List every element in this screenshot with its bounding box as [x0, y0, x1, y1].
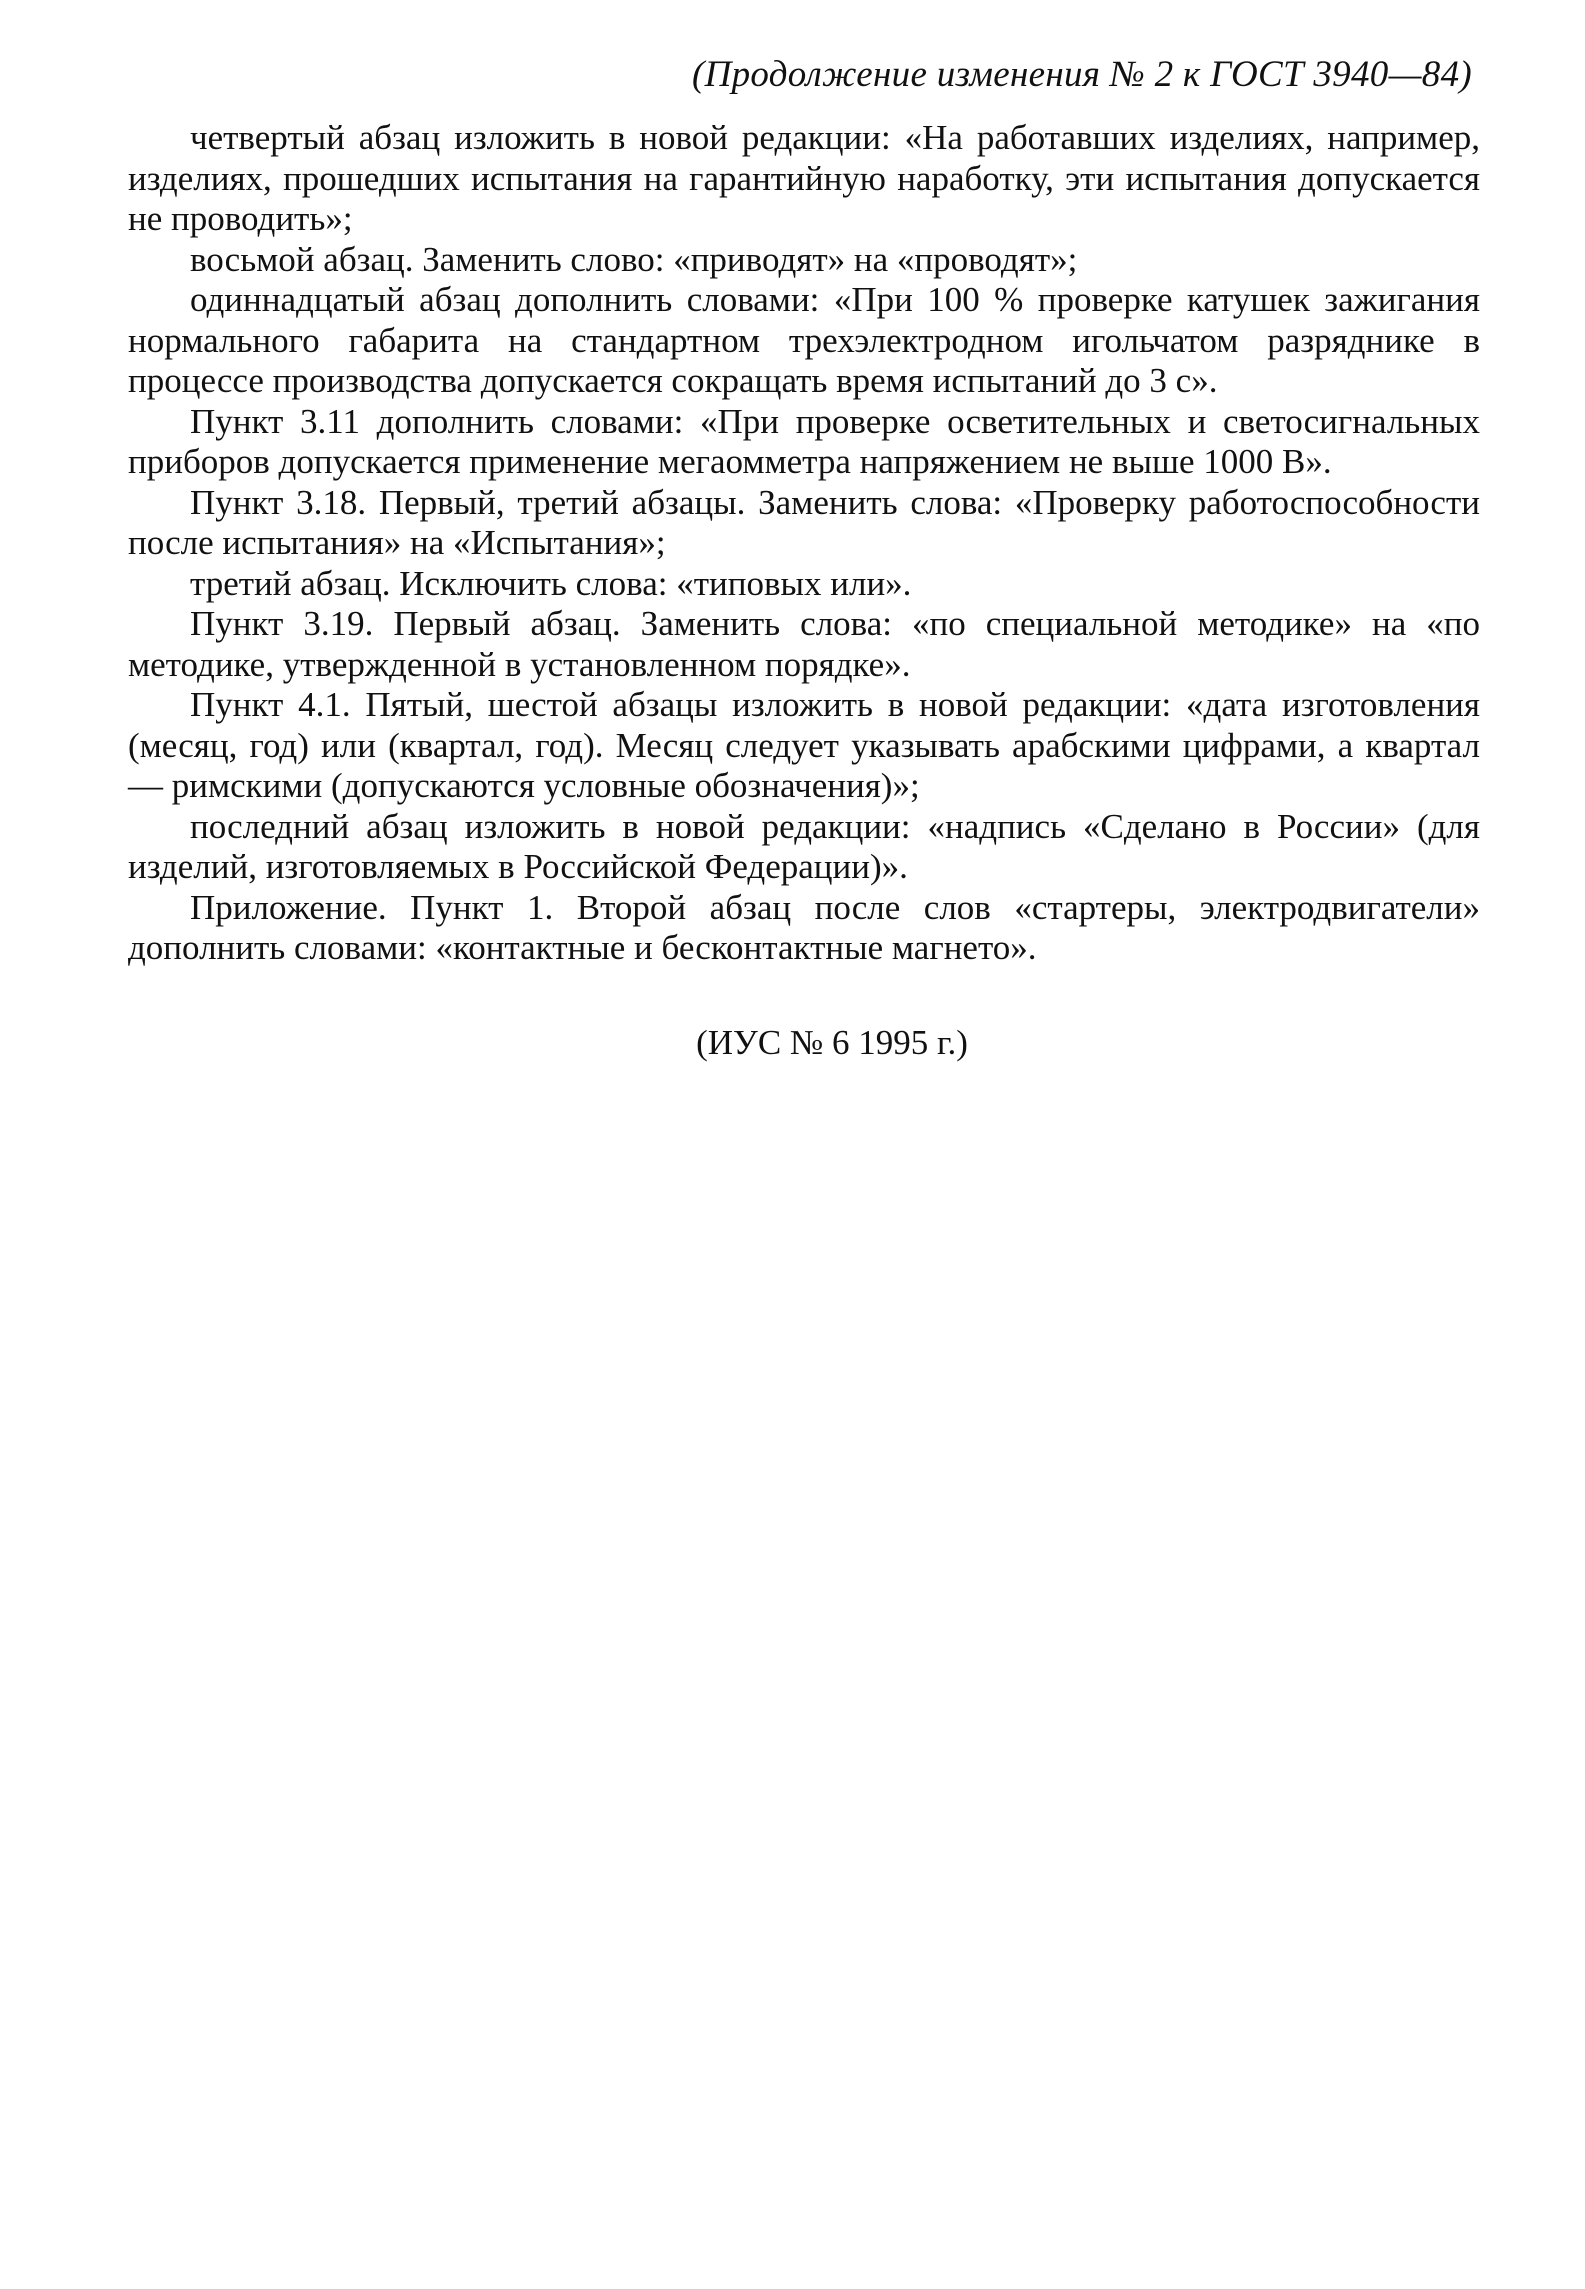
paragraph-appendix: Приложение. Пункт 1. Второй абзац после слов «стартеры, электродвигатели» дополнить словами: «контактные и бесконтактные магнето». — [128, 887, 1480, 967]
paragraph-fourth-abzac: четвертый абзац изложить в новой редакции: «На работавших изделиях, например, изделиях, прошедших испытания на гарантийную наработку, эти испытания допускается не проводить»; — [128, 118, 1480, 238]
document-page — [128, 0, 1480, 1063]
ius-source-note: (ИУС № 6 1995 г.) — [696, 1022, 968, 1062]
paragraph-item-3-18: Пункт 3.18. Первый, третий абзацы. Заменить слова: «Проверку работоспособности после испытания» на «Испытания»; — [128, 482, 1480, 562]
paragraph-item-4-1: Пункт 4.1. Пятый, шестой абзацы изложить в новой редакции: «дата изготовления (месяц, год) или (квартал, год). Месяц следует указывать арабскими цифрами, а квартал — римскими (допускаются условные обозначения)»; — [128, 685, 1480, 805]
paragraph-item-3-11: Пункт 3.11 дополнить словами: «При проверке осветительных и светосигнальных приборов допускается применение мегаомметра напряжением не выше 1000 В». — [128, 401, 1480, 481]
continuation-header: (Продолжение изменения № 2 к ГОСТ 3940—84) — [691, 54, 1472, 95]
paragraph-last-abzac: последний абзац изложить в новой редакции: «надпись «Сделано в России» (для изделий, изготовляемых в Российской Федерации)». — [128, 806, 1480, 886]
amendment-text — [128, 118, 1480, 969]
paragraph-eighth-abzac: восьмой абзац. Заменить слово: «приводят» на «проводят»; — [190, 239, 1078, 279]
paragraph-eleventh-abzac: одиннадцатый абзац дополнить словами: «При 100 % проверке катушек зажигания нормального габарита на стандартном трехэлектродном игольчатом разряднике в процессе производства допускается сокращать время испытаний до 3 с». — [128, 280, 1480, 400]
paragraph-item-3-18-third: третий абзац. Исключить слова: «типовых или». — [190, 563, 912, 603]
paragraph-item-3-19: Пункт 3.19. Первый абзац. Заменить слова: «по специальной методике» на «по методике, утвержденной в установленном порядке». — [128, 604, 1480, 684]
